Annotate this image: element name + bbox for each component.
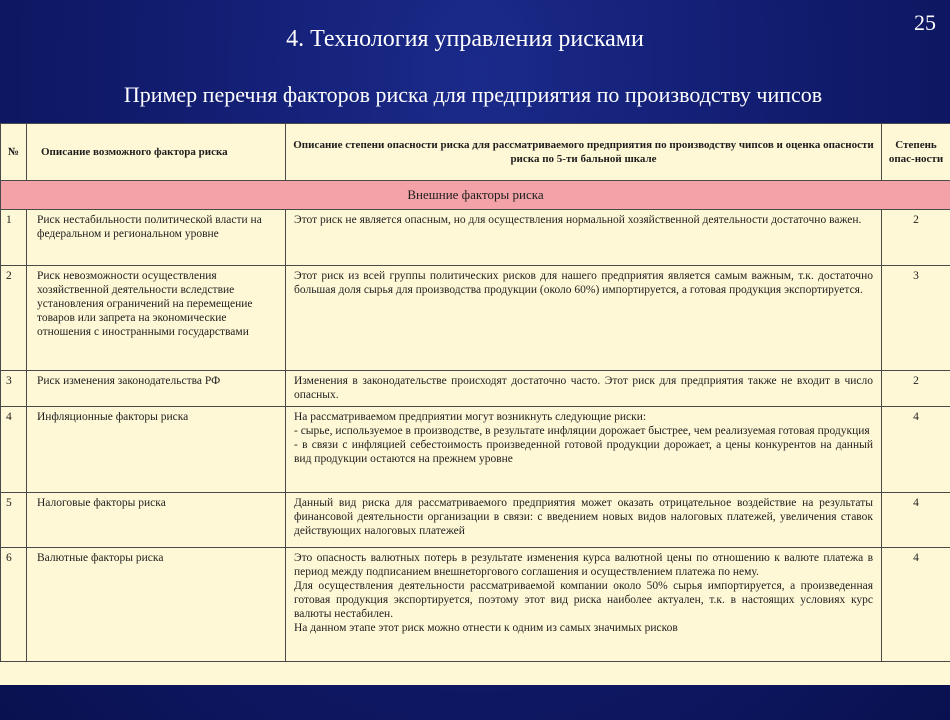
header-factor: Описание возможного фактора риска (27, 124, 286, 181)
row-num: 6 (1, 548, 27, 662)
row-num: 5 (1, 493, 27, 548)
row-degree: 4 (882, 548, 950, 662)
table-row (1, 493, 950, 548)
row-description (286, 371, 882, 407)
row-factor: Риск изменения законодательства РФ (27, 371, 286, 407)
description-line: Этот риск из всей группы политических рисков для нашего предприятия является самым важным, т.к. достаточно большая доля сырья для производства продукции (около 60%) импортируется, а готовая продукция экспортируется. (294, 270, 873, 296)
slide-number: 25 (914, 10, 936, 35)
row-degree: 2 (882, 371, 950, 407)
row-description (286, 210, 882, 266)
row-factor: Риск нестабильности политической власти на федеральном и региональном уровне (27, 210, 286, 266)
row-description (286, 493, 882, 548)
row-description (286, 407, 882, 493)
description-line: Данный вид риска для рассматриваемого предприятия может оказать отрицательное воздействие на результаты финансовой деятельности организации в связи: с введением новых видов налоговых платежей, увеличения ставок действующих налоговых платежей (294, 497, 873, 537)
row-num: 2 (1, 266, 27, 371)
risk-factors-table (0, 123, 950, 662)
description-line: Этот риск не является опасным, но для осуществления нормальной хозяйственной деятельности достаточно важен. (294, 214, 862, 226)
row-num: 1 (1, 210, 27, 266)
table-row (1, 210, 950, 266)
risk-table-container (0, 123, 950, 685)
header-degree: Степень опас-ности (882, 124, 950, 181)
row-degree: 4 (882, 493, 950, 548)
description-line: На данном этапе этот риск можно отнести к одним из самых значимых рисков (294, 622, 678, 634)
section-title: Внешние факторы риска (1, 181, 950, 210)
row-factor: Риск невозможности осуществления хозяйственной деятельности вследствие установления ограничений на перемещение товаров или запрета на экономические отношения с иностранными государствами (27, 266, 286, 371)
row-degree: 2 (882, 210, 950, 266)
header-description: Описание степени опасности риска для рассматриваемого предприятия по производству чипсов и оценка опасности риска по 5-ти бальной шкале (286, 124, 882, 181)
row-factor: Налоговые факторы риска (27, 493, 286, 548)
header-num: № (1, 124, 27, 181)
row-degree: 3 (882, 266, 950, 371)
row-description (286, 548, 882, 662)
description-line: Для осуществления деятельности рассматриваемой компании около 50% сырья импортируется, а произведенная готовая продукция экспортируется, поэтому этот вид риска наиболее актуален, т.к. в настоящих условиях курс валюты нестабилен. (294, 580, 873, 620)
description-line: - в связи с инфляцией себестоимость произведенной готовой продукции дорожает, а цены конкурентов на данный вид продукции остаются на прежнем уровне (294, 439, 873, 465)
section-row (1, 181, 950, 210)
table-row (1, 266, 950, 371)
slide-title: 4. Технология управления рисками (286, 26, 644, 52)
row-num: 4 (1, 407, 27, 493)
row-degree: 4 (882, 407, 950, 493)
row-description (286, 266, 882, 371)
table-row (1, 371, 950, 407)
row-num: 3 (1, 371, 27, 407)
description-line: - сырье, используемое в производстве, в результате инфляции дорожает быстрее, чем реализуемая готовая продукция (294, 425, 870, 437)
table-header-row (1, 124, 950, 181)
description-line: На рассматриваемом предприятии могут возникнуть следующие риски: (294, 411, 647, 423)
row-factor: Валютные факторы риска (27, 548, 286, 662)
description-line: Это опасность валютных потерь в результате изменения курса валютной цены по отношению к валюте платежа в период между подписанием внешнеторгового соглашения и осуществлением платежа по нему. (294, 552, 873, 578)
table-row (1, 548, 950, 662)
table-row (1, 407, 950, 493)
slide-subtitle: Пример перечня факторов риска для предприятия по производству чипсов (123, 82, 823, 107)
description-line: Изменения в законодательстве происходят достаточно часто. Этот риск для предприятия также не входит в число опасных. (294, 375, 873, 401)
row-factor: Инфляционные факторы риска (27, 407, 286, 493)
